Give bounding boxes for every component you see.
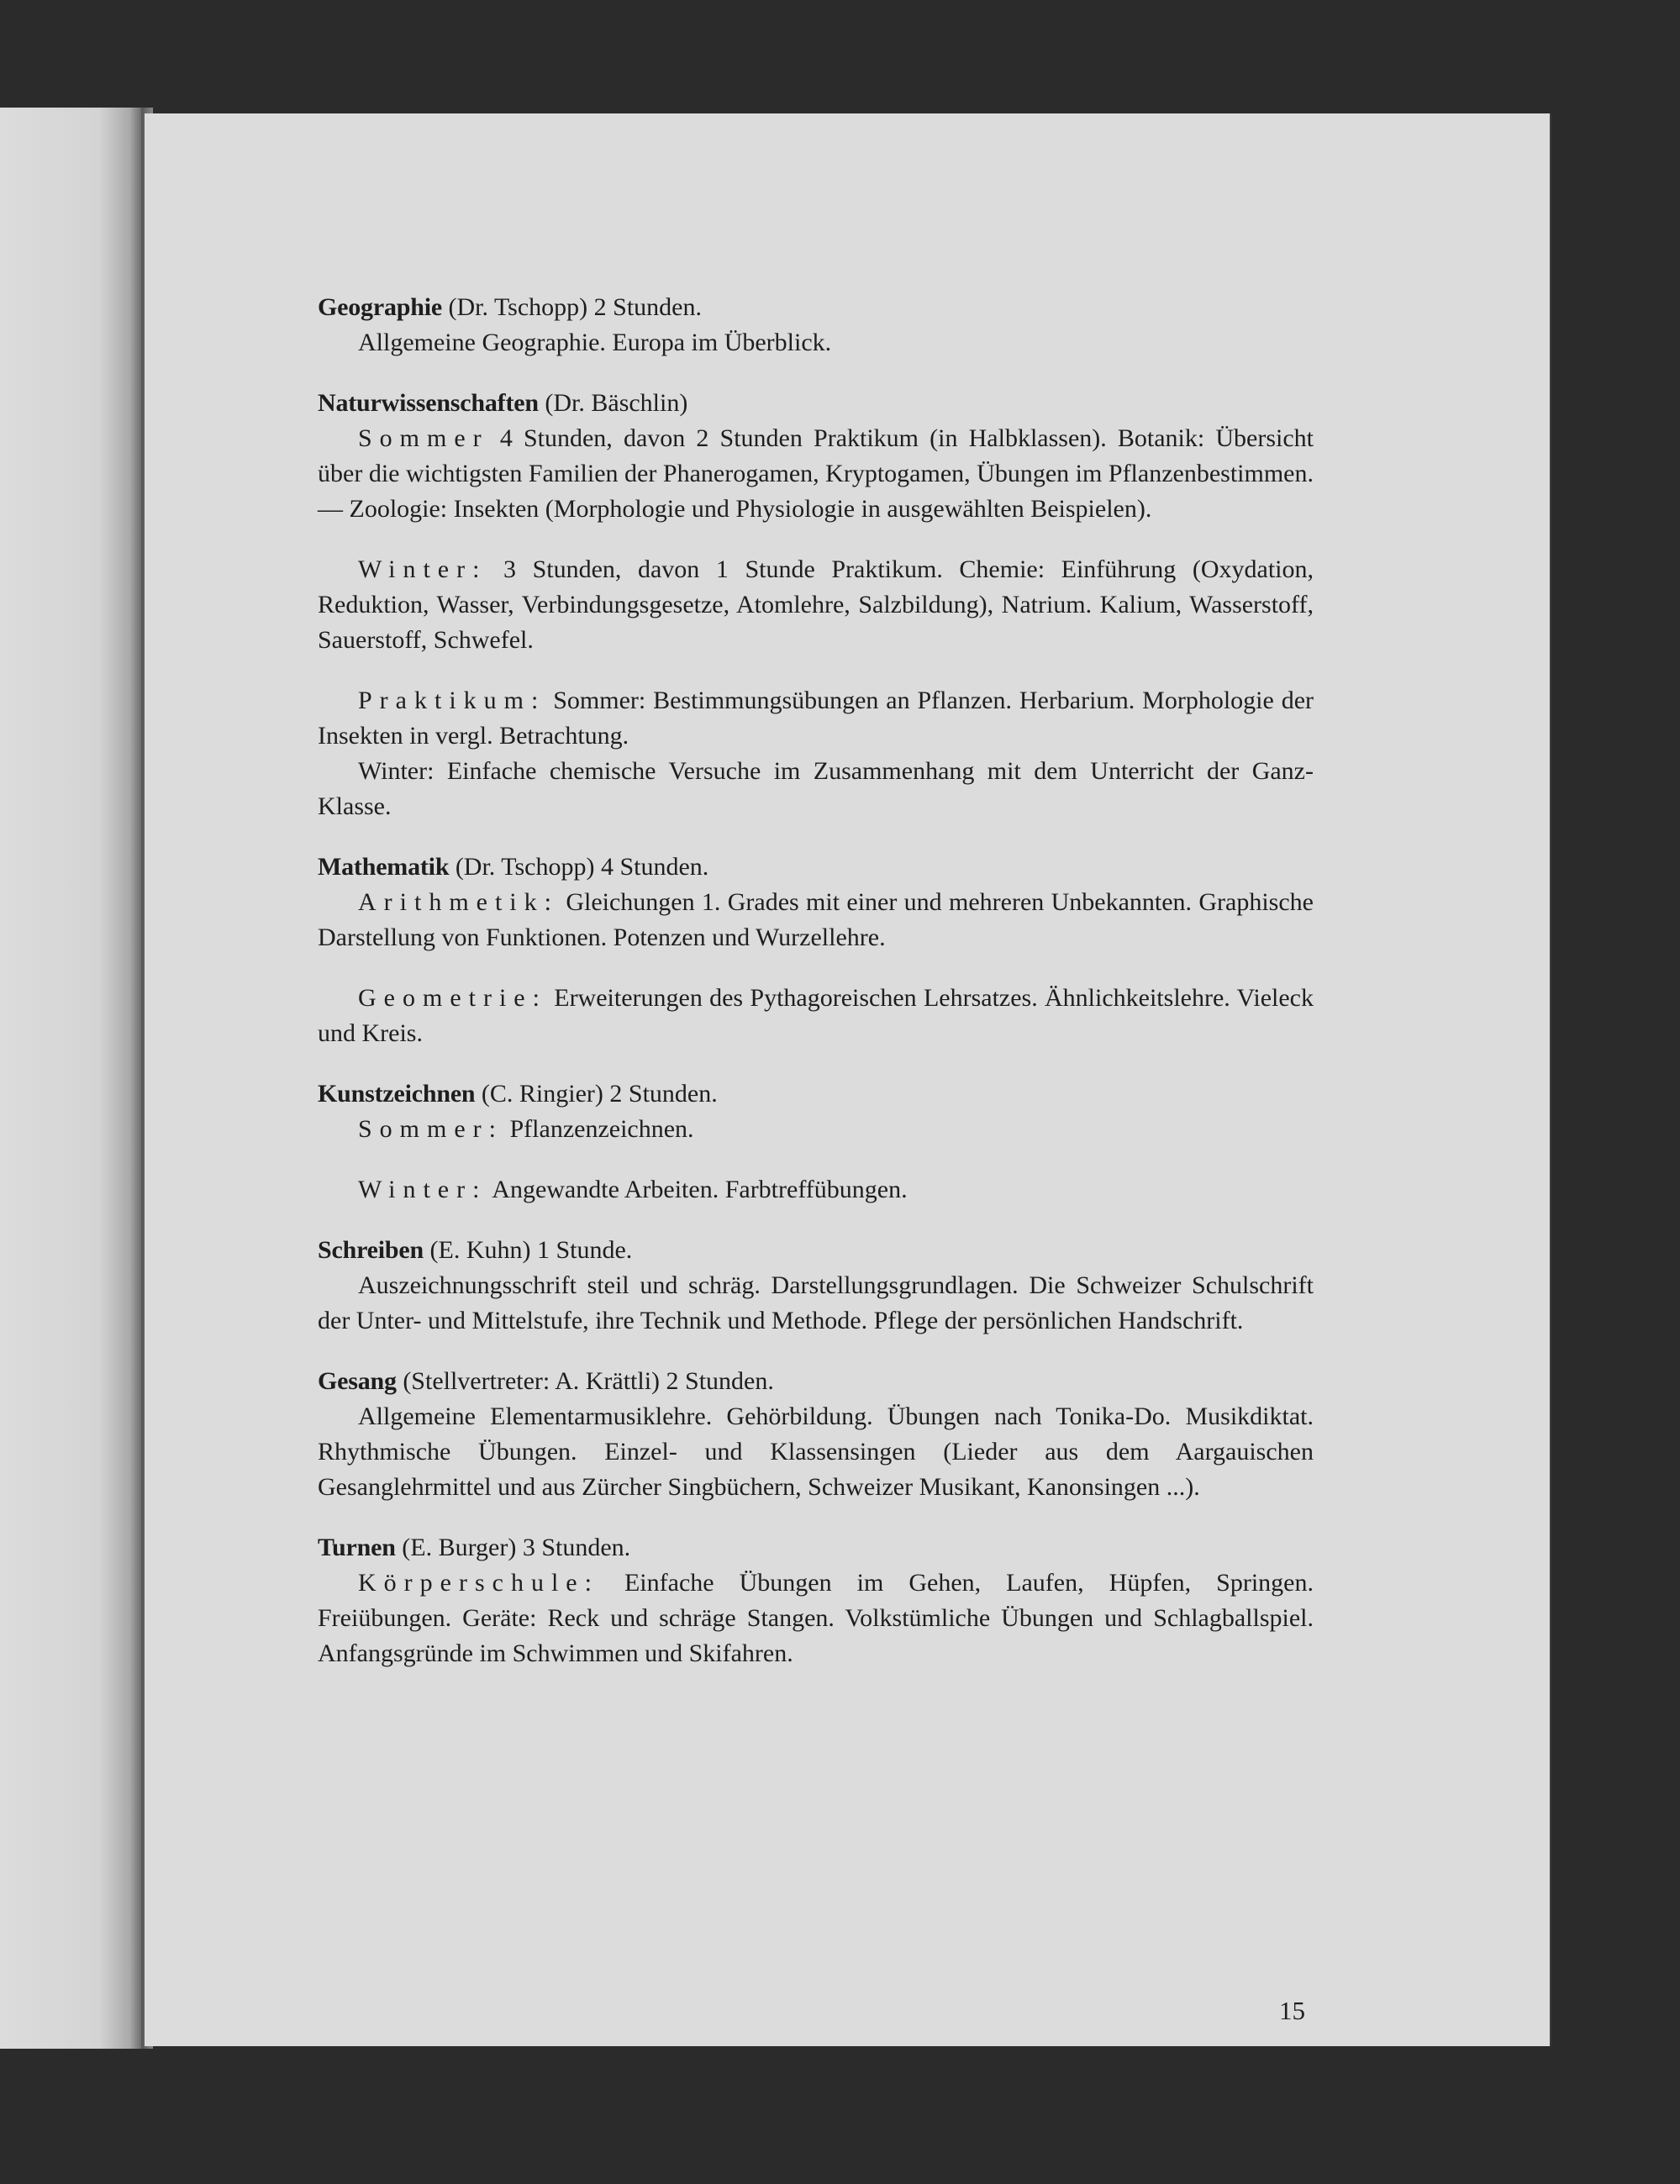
subject-info: (Stellvertreter: A. Krättli) 2 Stunden. xyxy=(396,1367,774,1395)
spaced-lead: Winter: xyxy=(358,1176,487,1203)
spaced-lead: Sommer xyxy=(358,424,489,452)
section-kunstzeichnen xyxy=(318,1076,1314,1208)
subject-info: (C. Ringier) 2 Stunden. xyxy=(475,1080,718,1108)
facing-page-edge xyxy=(0,108,141,2049)
paragraph xyxy=(318,1566,1314,1671)
page xyxy=(145,113,1550,2046)
subject-name: Geographie xyxy=(318,293,442,321)
paragraph xyxy=(318,1112,1314,1147)
paragraph xyxy=(318,552,1314,658)
paragraph-text: 3 Stunden, davon 1 Stunde Praktikum. Chemie: Einführung (Oxydation, Reduktion, Wasser, Verbindungsgesetze, Atomlehre, Salzbildung), Natrium. Kalium, Wasserstoff, Sauerstoff, Schwefel. xyxy=(318,555,1314,654)
paragraph-text: Angewandte Arbeiten. Farbtreffübungen. xyxy=(487,1176,908,1203)
paragraph xyxy=(318,1172,1314,1208)
paragraph xyxy=(318,1268,1314,1339)
spaced-lead: Sommer: xyxy=(358,1115,503,1143)
section-heading xyxy=(318,1364,1314,1399)
subject-info: (E. Burger) 3 Stunden. xyxy=(395,1534,631,1561)
subject-name: Schreiben xyxy=(318,1236,424,1264)
paragraph-text: Pflanzenzeichnen. xyxy=(503,1115,694,1143)
subject-name: Turnen xyxy=(318,1534,396,1561)
paragraph-text: Sommer: Bestimmungsübungen an Pflanzen. Herbarium. Morphologie der Insekten in vergl. Betrachtung. xyxy=(318,687,1314,750)
page-number: 15 xyxy=(1279,1996,1305,2025)
subject-info: (Dr. Tschopp) 2 Stunden. xyxy=(442,293,702,321)
subject-info: (Dr. Bäschlin) xyxy=(538,389,688,417)
paragraph xyxy=(318,683,1314,754)
section-heading xyxy=(318,290,1314,325)
paragraph xyxy=(318,754,1314,824)
spaced-lead: Körperschule: xyxy=(358,1569,599,1597)
paragraph-text: Erweiterungen des Pythagoreischen Lehrsatzes. Ähnlichkeitslehre. Vieleck und Kreis. xyxy=(318,984,1314,1047)
paragraph-text: Gleichungen 1. Grades mit einer und mehreren Unbekannten. Graphische Darstellung von Funktionen. Potenzen und Wurzellehre. xyxy=(318,888,1314,951)
paragraph xyxy=(318,325,1314,360)
section-heading xyxy=(318,850,1314,885)
section-gesang xyxy=(318,1364,1314,1505)
paragraph-text: Einfache Übungen im Gehen, Laufen, Hüpfen, Springen. Freiübungen. Geräte: Reck und schräge Stangen. Volkstümliche Übungen und Schlagballspiel. Anfangsgründe im Schwimmen und Skifahren. xyxy=(318,1569,1314,1667)
paragraph xyxy=(318,421,1314,527)
section-heading xyxy=(318,1076,1314,1112)
subject-name: Naturwissenschaften xyxy=(318,389,539,417)
section-heading xyxy=(318,386,1314,421)
spaced-lead: Arithmetik: xyxy=(358,888,559,916)
paragraph-text: Allgemeine Geographie. Europa im Überblick. xyxy=(358,329,832,356)
paragraph-text: Auszeichnungsschrift steil und schräg. Darstellungsgrundlagen. Die Schweizer Schulschrift der Unter- und Mittelstufe, ihre Technik und Methode. Pflege der persönlichen Handschrift. xyxy=(318,1271,1314,1334)
subject-name: Gesang xyxy=(318,1367,397,1395)
subject-name: Kunstzeichnen xyxy=(318,1080,476,1108)
section-turnen xyxy=(318,1530,1314,1671)
spaced-lead: Praktikum: xyxy=(358,687,546,714)
subject-info: (Dr. Tschopp) 4 Stunden. xyxy=(449,853,709,881)
spaced-lead: Winter: xyxy=(358,555,487,583)
section-schreiben xyxy=(318,1233,1314,1339)
section-naturwissenschaften xyxy=(318,386,1314,824)
paragraph xyxy=(318,885,1314,955)
spaced-lead: Geometrie: xyxy=(358,984,547,1012)
page-content xyxy=(318,290,1314,1697)
paragraph-text: Winter: Einfache chemische Versuche im Zusammenhang mit dem Unterricht der Ganz-Klasse. xyxy=(318,757,1314,820)
subject-info: (E. Kuhn) 1 Stunde. xyxy=(424,1236,633,1264)
paragraph-text: 4 Stunden, davon 2 Stunden Praktikum (in Halbklassen). Botanik: Übersicht über die wichtigsten Familien der Phanerogamen, Kryptogamen, Übungen im Pflanzenbestimmen. — Zoologie: Insekten (Morphologie und Physiologie in ausgewählten Beispielen). xyxy=(318,424,1314,523)
section-heading xyxy=(318,1233,1314,1268)
subject-name: Mathematik xyxy=(318,853,450,881)
section-heading xyxy=(318,1530,1314,1566)
paragraph-text: Allgemeine Elementarmusiklehre. Gehörbildung. Übungen nach Tonika-Do. Musikdiktat. Rhythmische Übungen. Einzel- und Klassensingen (Lieder aus dem Aargauischen Gesanglehrmittel und aus Zürcher Singbüchern, Schweizer Musikant, Kanonsingen ...). xyxy=(318,1402,1314,1501)
section-geographie xyxy=(318,290,1314,360)
paragraph xyxy=(318,981,1314,1051)
paragraph xyxy=(318,1399,1314,1505)
section-mathematik xyxy=(318,850,1314,1051)
